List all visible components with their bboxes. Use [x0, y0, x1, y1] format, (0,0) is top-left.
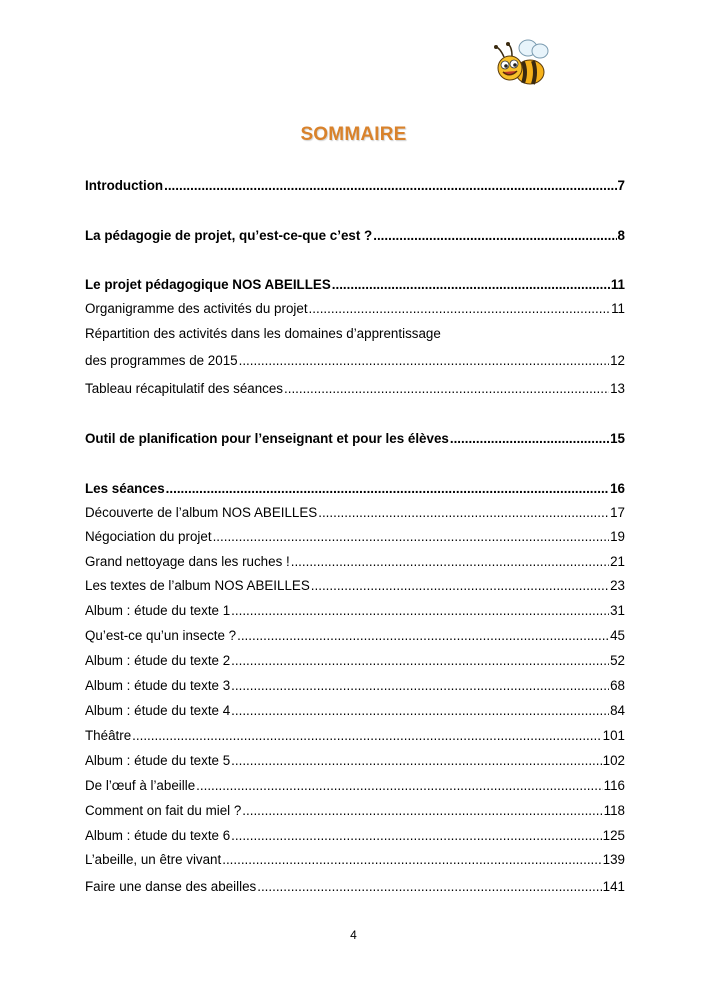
dot-leader — [231, 603, 609, 619]
toc-entry — [85, 603, 625, 619]
toc-entry-page: 12 — [610, 353, 625, 368]
dot-leader — [291, 554, 609, 570]
toc-entry-label: Tableau récapitulatif des séances — [85, 381, 284, 396]
dot-leader — [231, 653, 609, 669]
dot-leader — [222, 852, 601, 868]
dot-leader — [257, 879, 601, 895]
toc-entry-label: Les textes de l’album NOS ABEILLES — [85, 578, 310, 593]
toc-entry — [85, 828, 625, 844]
toc-entry-page: 23 — [610, 578, 625, 593]
toc-entry — [85, 879, 625, 895]
toc-entry — [85, 678, 625, 694]
toc-entry-label: Album : étude du texte 4 — [85, 703, 231, 718]
toc-entry — [85, 554, 625, 570]
toc-entry-page: 7 — [617, 178, 625, 193]
dot-leader — [373, 228, 616, 244]
toc-entry-page: 16 — [610, 481, 625, 496]
toc-entry — [85, 326, 625, 342]
dot-leader — [450, 431, 609, 447]
toc-entry-page: 116 — [603, 778, 625, 793]
toc-entry-page: 52 — [610, 653, 625, 668]
toc-entry — [85, 753, 625, 769]
toc-entry-label: Album : étude du texte 3 — [85, 678, 231, 693]
dot-leader — [213, 529, 610, 545]
dot-leader — [231, 753, 601, 769]
dot-leader — [237, 628, 609, 644]
dot-leader — [284, 381, 609, 397]
toc-entry-page: 8 — [617, 228, 625, 243]
toc-entry-label: Organigramme des activités du projet — [85, 301, 308, 316]
toc-entry-label: La pédagogie de projet, qu’est-ce-que c’est ? — [85, 228, 373, 243]
dot-leader — [239, 353, 610, 369]
toc-entry-page: 125 — [602, 828, 625, 843]
dot-leader — [196, 778, 602, 794]
toc-entry — [85, 277, 625, 293]
toc-entry-page: 17 — [610, 505, 625, 520]
toc-entry — [85, 178, 625, 194]
toc-entry-label: Album : étude du texte 6 — [85, 828, 231, 843]
toc-entry — [85, 529, 625, 545]
toc-entry-label: Grand nettoyage dans les ruches ! — [85, 554, 290, 569]
dot-leader — [231, 678, 609, 694]
toc-entry-label: Introduction — [85, 178, 164, 193]
dot-leader — [231, 703, 609, 719]
toc-entry-label: Faire une danse des abeilles — [85, 879, 257, 894]
dot-leader — [166, 481, 609, 497]
toc-entry-label: Le projet pédagogique NOS ABEILLES — [85, 277, 331, 292]
toc-entry-page: 139 — [602, 852, 625, 867]
dot-leader — [242, 803, 602, 819]
toc-entry-label: Outil de planification pour l’enseignant et pour les élèves — [85, 431, 449, 446]
toc-entry-page: 31 — [610, 603, 625, 618]
toc-entry — [85, 653, 625, 669]
toc-title: SOMMAIRE — [300, 124, 407, 145]
toc-entry-page: 45 — [610, 628, 625, 643]
toc-entry — [85, 852, 625, 868]
toc-entry-page: 102 — [602, 753, 625, 768]
toc-entry — [85, 481, 625, 497]
toc-entry-label: Qu’est-ce qu’un insecte ? — [85, 628, 237, 643]
toc-entry — [85, 353, 625, 369]
toc-entry-label: Les séances — [85, 481, 165, 496]
toc-entry-label: Comment on fait du miel ? — [85, 803, 242, 818]
dot-leader — [132, 728, 602, 744]
toc-entry — [85, 431, 625, 447]
toc-entry-label: Répartition des activités dans les domaines d’apprentissage — [85, 326, 441, 341]
dot-leader — [231, 828, 601, 844]
toc-entry-page: 19 — [610, 529, 625, 544]
toc-entry — [85, 778, 625, 794]
toc-entry-page: 68 — [610, 678, 625, 693]
toc-entry — [85, 505, 625, 521]
page-number: 4 — [350, 928, 357, 942]
toc-entry-page: 101 — [602, 728, 625, 743]
toc-entry — [85, 803, 625, 819]
toc-entry-label: Théâtre — [85, 728, 132, 743]
toc-entry — [85, 301, 625, 317]
toc-entry-page: 141 — [602, 879, 625, 894]
toc-entry — [85, 578, 625, 594]
toc-entry — [85, 703, 625, 719]
toc-entry-page: 118 — [603, 803, 625, 818]
toc-entry-label: De l’œuf à l’abeille — [85, 778, 196, 793]
toc-entry-page: 11 — [611, 301, 625, 316]
dot-leader — [318, 505, 609, 521]
toc-entry — [85, 381, 625, 397]
toc-entry-page: 15 — [610, 431, 625, 446]
toc-entry-page: 84 — [610, 703, 625, 718]
bee-icon — [490, 38, 554, 94]
toc-entry-page: 11 — [610, 277, 625, 292]
dot-leader — [332, 277, 610, 293]
toc-entry — [85, 628, 625, 644]
toc-entry — [85, 228, 625, 244]
toc-entry — [85, 728, 625, 744]
toc-entry-label: Album : étude du texte 5 — [85, 753, 231, 768]
toc-entry-page: 21 — [610, 554, 625, 569]
toc-entry-label: Album : étude du texte 1 — [85, 603, 231, 618]
dot-leader — [164, 178, 616, 194]
toc-entry-label: Découverte de l’album NOS ABEILLES — [85, 505, 318, 520]
dot-leader — [311, 578, 609, 594]
toc-entry-label: Négociation du projet — [85, 529, 212, 544]
dot-leader — [309, 301, 611, 317]
toc-entry-label: L’abeille, un être vivant — [85, 852, 222, 867]
toc-entry-label: Album : étude du texte 2 — [85, 653, 231, 668]
toc-entry-page: 13 — [610, 381, 625, 396]
toc-entry-label: des programmes de 2015 — [85, 353, 238, 368]
